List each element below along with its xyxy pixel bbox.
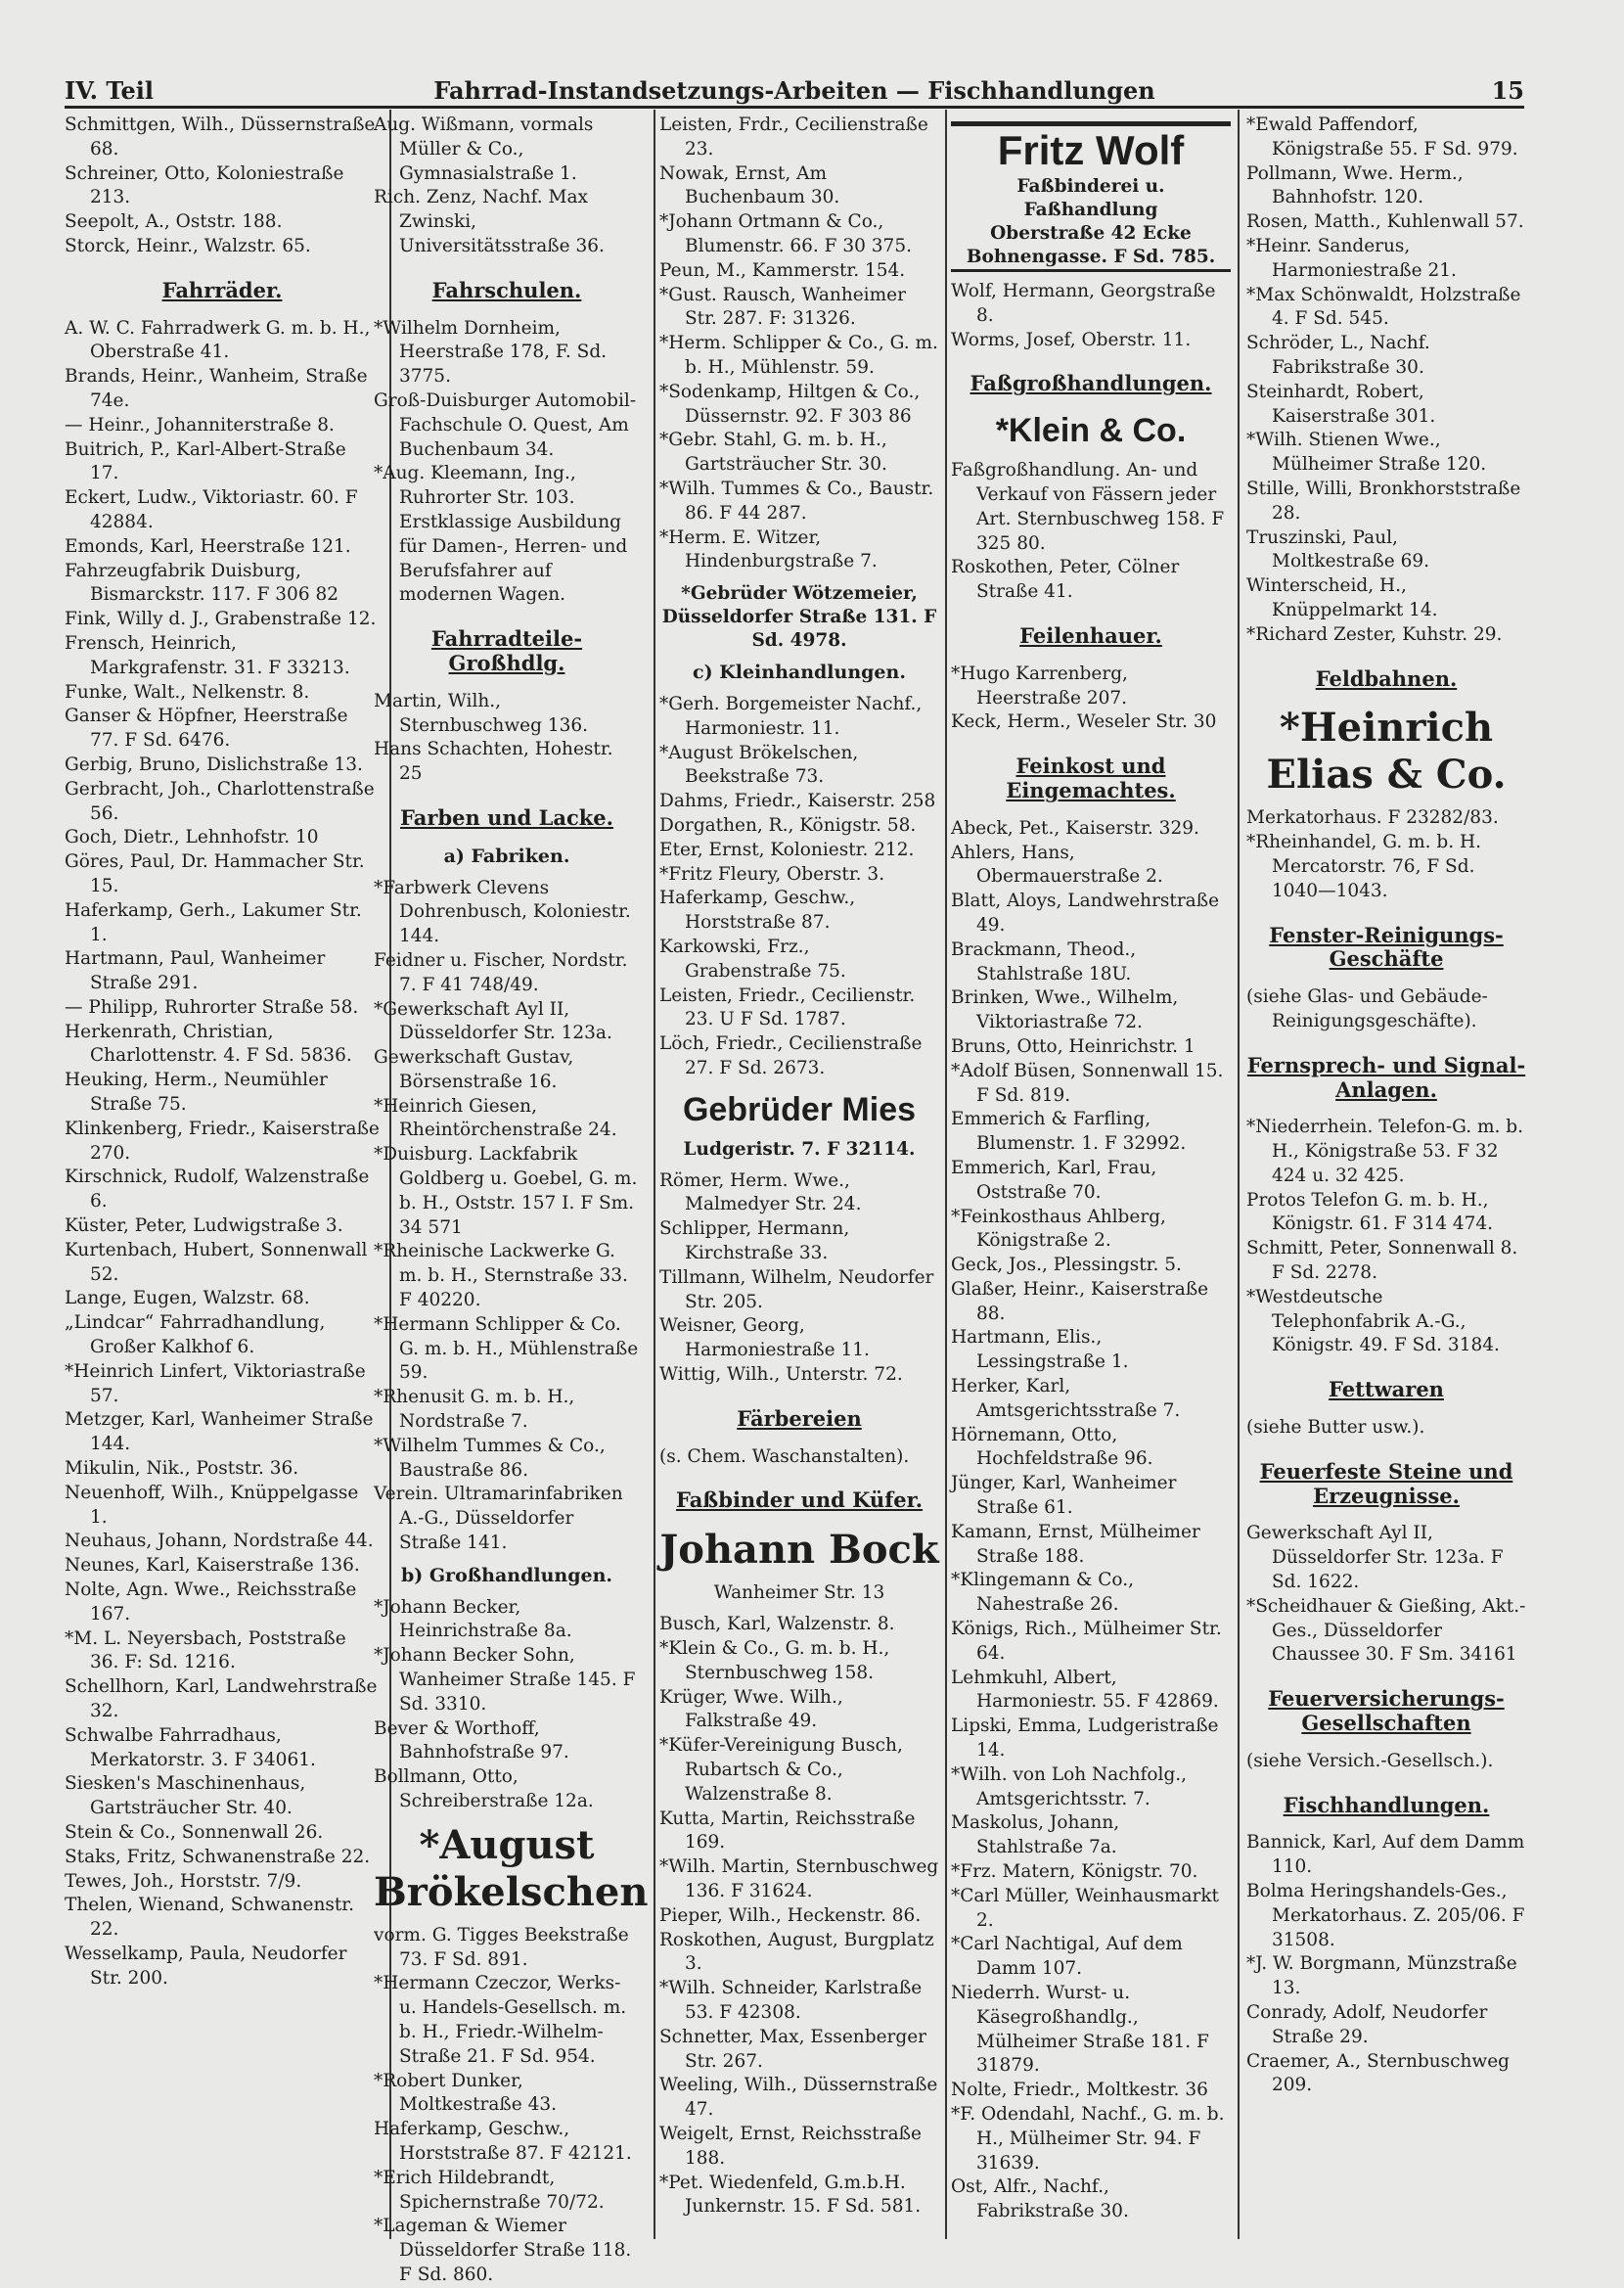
directory-entry: *Heinr. Sanderus, Harmoniestraße 21. [1246,235,1457,281]
directory-entry: Neunes, Karl, Kaiserstraße 136. [65,1555,360,1577]
directory-entry: *August Brökelschen, Beekstraße 73. [659,742,859,788]
directory-entry: Leisten, Frdr., Cecilienstraße 23. [659,114,928,160]
section-heading: Fahrschulen. [431,277,582,302]
directory-entry: Schröder, L., Nachf. Fabrikstraße 30. [1246,333,1430,378]
directory-entry: Schellhorn, Karl, Landwehrstraße 32. [65,1676,378,1721]
directory-entry: Herker, Karl, Amtsgerichtsstraße 7. [951,1376,1181,1421]
directory-entry: Niederrh. Wurst- u. Käsegroßhandlg., Mülheimer Straße 181. F 31879. [951,1983,1209,2077]
section-heading: Fahrräder. [161,277,283,302]
directory-entry: Neuhaus, Johann, Nordstraße 44. [65,1531,374,1552]
directory-entry: Faßgroßhandlung. An- und Verkauf von Fässern jeder Art. Sternbuschweg 158. F 325 80. [951,460,1225,554]
directory-entry: Aug. Wißmann, vormals Müller & Co., Gymnasialstraße 1. [374,114,594,184]
directory-entry: Roskothen, August, Burgplatz 3. [659,1929,934,1975]
directory-entry: Römer, Herm. Wwe., Malmedyer Str. 24. [659,1169,862,1215]
advertisement-line: Faßbinderei u. Faßhandlung [1016,176,1165,220]
directory-entry: Tillmann, Wilhelm, Neudorfer Str. 205. [659,1266,934,1312]
directory-entry: Schlipper, Hermann, Kirchstraße 33. [659,1218,850,1264]
directory-entry: Gerbig, Bruno, Dislichstraße 13. [65,754,363,775]
directory-entry: *Erich Hildebrandt, Spichernstraße 70/72. [374,2167,605,2213]
directory-entry: Keck, Herm., Weseler Str. 30 [951,711,1217,733]
directory-entry: *Gebr. Stahl, G. m. b. H., Gartsträucher Str. 30. [659,430,887,476]
directory-entry: Abeck, Pet., Kaiserstr. 329. [951,817,1199,839]
directory-entry: Groß-Duisburger Automobil-Fachschule O. Quest, Am Buchenbaum 34. [374,389,637,460]
directory-entry: Blatt, Aloys, Landwehrstraße 49. [951,891,1220,936]
directory-entry: Königs, Rich., Mülheimer Str. 64. [951,1619,1222,1664]
directory-entry: *Richard Zester, Kuhstr. 29. [1246,623,1503,645]
directory-entry: *Sodenkamp, Hiltgen & Co., Düssernstr. 92. F 303 86 [659,381,921,427]
directory-entry: Geck, Jos., Plessingstr. 5. [951,1255,1182,1276]
section-heading: Farben und Lacke. [400,804,613,830]
directory-entry: Karkowski, Frz., Grabenstraße 75. [659,936,846,982]
advertisement: Ludgeristr. 7. F 32114. [683,1138,916,1160]
directory-entry: Verein. Ultramarinfabriken A.-G., Düsseldorfer Straße 141. [374,1484,623,1554]
directory-entry: Klinkenberg, Friedr., Kaiserstraße 270. [65,1118,380,1164]
directory-entry: Jünger, Karl, Wanheimer Straße 61. [951,1473,1177,1519]
directory-entry: *Wilhelm Tummes & Co., Baustraße 86. [374,1435,606,1481]
section-heading: Feuerversicherungs-Gesellschaften [1268,1686,1505,1736]
directory-entry: Buitrich, P., Karl-Albert-Straße 17. [65,438,346,484]
directory-entry: *Herm. Schlipper & Co., G. m. b. H., Mühlenstr. 59. [659,333,938,378]
directory-entry: Gerbracht, Joh., Charlottenstraße 56. [65,778,375,824]
running-header [65,76,1524,109]
directory-entry: *Adolf Büsen, Sonnenwall 15. F Sd. 819. [951,1060,1224,1106]
directory-entry: Schmitt, Peter, Sonnenwall 8. F Sd. 2278. [1246,1238,1518,1284]
directory-entry: Schwalbe Fahrradhaus, Merkatorstr. 3. F 34061. [65,1724,316,1770]
directory-entry: Lange, Eugen, Walzstr. 68. [65,1288,310,1309]
directory-entry: Haferkamp, Geschw., Horststraße 87. F 42121. [374,2119,632,2164]
directory-entry: Göres, Paul, Dr. Hammacher Str. 15. [65,851,365,896]
directory-entry: Bannick, Karl, Auf dem Damm 110. [1246,1832,1525,1878]
directory-entry: Krüger, Wwe. Wilh., Falkstraße 49. [659,1686,843,1732]
directory-entry: *Wilh. von Loh Nachfolg., Amtsgerichtsstr. 7. [951,1763,1188,1809]
directory-entry: Emonds, Karl, Heerstraße 121. [65,535,351,557]
directory-entry: Conrady, Adolf, Neudorfer Straße 29. [1246,2002,1488,2047]
directory-entry: (siehe Butter usw.). [1246,1417,1425,1439]
advertisement: Johann Bock [659,1527,939,1574]
directory-entry: *Hugo Karrenberg, Heerstraße 207. [951,663,1128,709]
directory-entry: *Duisburg. Lackfabrik Goldberg u. Goebel, G. m. b. H., Oststr. 157 I. F Sm. 34 571 [374,1144,638,1238]
directory-entry: *Frz. Matern, Königstr. 70. [951,1861,1198,1883]
directory-entry: Brackmann, Theod., Stahlstraße 18U. [951,938,1137,984]
directory-entry: *Heinrich Giesen, Rheintörchenstraße 24. [374,1095,617,1141]
subsection-heading: a) Fabriken. [443,845,570,867]
header-title: Fahrrad-Instandsetzungs-Arbeiten — Fischhandlungen [433,76,1155,105]
directory-entry: Staks, Fritz, Schwanenstraße 22. [65,1846,371,1867]
directory-entry: *Max Schönwaldt, Holzstraße 4. F Sd. 545. [1246,284,1521,330]
directory-entry: Storck, Heinr., Walzstr. 65. [65,235,311,256]
directory-entry: Löch, Friedr., Cecilienstraße 27. F Sd. 2673. [659,1033,923,1078]
directory-entry: Nolte, Agn. Wwe., Reichsstraße 167. [65,1579,357,1624]
column-divider [654,110,655,2239]
advertisement: Wanheimer Str. 13 [713,1582,885,1604]
directory-entry: Bolma Heringshandels-Ges., Merkatorhaus. Z. 205/06. F 31508. [1246,1881,1525,1950]
directory-entry: *Westdeutsche Telephonfabrik A.-G., Königstr. 49. F Sd. 3184. [1246,1286,1500,1356]
directory-entry: Tewes, Joh., Horststr. 7/9. [65,1870,302,1892]
directory-entry: *Fritz Fleury, Oberstr. 3. [659,863,885,885]
directory-entry: Nowak, Ernst, Am Buchenbaum 30. [659,162,840,208]
directory-entry: Worms, Josef, Oberstr. 11. [951,329,1192,350]
section-heading: Fettwaren [1329,1377,1444,1402]
directory-entry: *Johann Ortmann & Co., Blumenstr. 66. F 30 375. [659,211,912,256]
directory-entry: Craemer, A., Sternbuschweg 209. [1246,2050,1511,2096]
directory-entry: Truszinski, Paul, Moltkestraße 69. [1246,526,1429,572]
directory-entry: Goch, Dietr., Lehnhofstr. 10 [65,827,319,848]
directory-entry: *F. Odendahl, Nachf., G. m. b. H., Mülheimer Str. 94. F 31639. [951,2103,1225,2174]
directory-entry: Leisten, Friedr., Cecilienstr. 23. U F Sd. 1787. [659,984,916,1030]
subsection-heading: b) Großhandlungen. [400,1564,613,1586]
advertisement-line: Oberstraße 42 Ecke Bohnengasse. F Sd. 785. [966,223,1216,267]
directory-entry: Eckert, Ludw., Viktoriastr. 60. F 42884. [65,487,358,532]
directory-entry: Haferkamp, Geschw., Horststraße 87. [659,888,856,934]
directory-entry: Wolf, Hermann, Georgstraße 8. [951,281,1216,326]
page-number: 15 [1491,76,1524,105]
advertisement: *Klein & Co. [995,412,1187,450]
directory-entry: Protos Telefon G. m. b. H., Königstr. 61. F 314 474. [1246,1189,1494,1235]
directory-entry: *Rheinhandel, G. m. b. H. Mercatorstr. 76, F Sd. 1040—1043. [1246,832,1482,901]
directory-entry: *Carl Müller, Weinhausmarkt 2. [951,1885,1219,1931]
directory-entry: Haferkamp, Gerh., Lakumer Str. 1. [65,899,362,945]
directory-entry: *Gerh. Borgemeister Nachf., Harmoniestr. 11. [659,693,923,739]
directory-entry: Lipski, Emma, Ludgeristraße 14. [951,1716,1219,1762]
directory-entry: A. W. C. Fahrradwerk G. m. b. H., Oberstraße 41. [65,317,371,363]
directory-entry: Winterscheid, H., Knüppelmarkt 14. [1246,575,1438,620]
directory-entry: Steinhardt, Robert, Kaiserstraße 301. [1246,381,1436,427]
directory-entry: *Wilh. Schneider, Karlstraße 53. F 42308. [659,1978,923,2023]
directory-entry: — Philipp, Ruhrorter Straße 58. [65,996,359,1018]
section-heading: Färbereien [737,1405,862,1431]
directory-entry: Schreiner, Otto, Koloniestraße 213. [65,162,344,208]
directory-entry: *Aug. Kleemann, Ing., Ruhrorter Str. 103. Erstklassige Ausbildung für Damen-, Herren- und Berufsfahrer auf modernen Wagen. [374,463,628,606]
directory-entry: *Ewald Paffendorf, Königstraße 55. F Sd. 979. [1246,114,1518,160]
subsection-heading: c) Kleinhandlungen. [693,662,906,684]
directory-entry: *Gust. Rausch, Wanheimer Str. 287. F: 31326. [659,284,906,330]
directory-entry: Wesselkamp, Paula, Neudorfer Str. 200. [65,1943,347,1989]
section-label: IV. Teil [65,76,154,105]
directory-entry: *Klingemann & Co., Nahestraße 26. [951,1570,1134,1616]
directory-entry: *Rhenusit G. m. b. H., Nordstraße 7. [374,1387,575,1433]
section-heading: Feldbahnen. [1315,665,1458,691]
section-heading: Fischhandlungen. [1283,1792,1490,1817]
directory-entry: Rosen, Matth., Kuhlenwall 57. [1246,211,1524,233]
directory-entry: *Feinkosthaus Ahlberg, Königstraße 2. [951,1206,1166,1252]
directory-entry: Busch, Karl, Walzenstr. 8. [659,1614,895,1635]
advertisement: *Heinrich Elias & Co. [1266,705,1507,799]
section-heading: Feuerfeste Steine und Erzeugnisse. [1259,1458,1513,1508]
directory-entry: Siesken's Maschinenhaus, Gartsträucher Str. 40. [65,1773,306,1819]
directory-entry: Heuking, Herm., Neumühler Straße 75. [65,1070,328,1116]
directory-entry: Eter, Ernst, Koloniestr. 212. [659,839,915,860]
directory-entry: Kutta, Martin, Reichsstraße 169. [659,1808,916,1853]
directory-entry: Frensch, Heinrich, Markgrafenstr. 31. F 33213. [65,632,350,678]
directory-entry: Peun, M., Kammerstr. 154. [659,259,906,281]
column-divider [1238,110,1240,2239]
directory-entry: *Küfer-Vereinigung Busch, Rubartsch & Co., Walzenstraße 8. [659,1735,903,1805]
directory-entry: Nolte, Friedr., Moltkestr. 36 [951,2080,1208,2101]
directory-entry: Ganser & Höpfner, Heerstraße 77. F Sd. 6476. [65,706,348,752]
directory-entry: Schmittgen, Wilh., Düssernstraße 68. [65,114,376,160]
section-heading: Fernsprech- und Signal-Anlagen. [1246,1052,1526,1102]
directory-entry: Ost, Alfr., Nachf., Fabrikstraße 30. [951,2176,1129,2222]
directory-entry: *Heinrich Linfert, Viktoriastraße 57. [65,1360,366,1406]
directory-entry: Gewerkschaft Ayl II, Düsseldorfer Str. 123a. F Sd. 1622. [1246,1523,1504,1593]
directory-entry: Hörnemann, Otto, Hochfeldstraße 96. [951,1424,1153,1470]
directory-entry: *Herm. E. Witzer, Hindenburgstraße 7. [659,526,878,572]
directory-entry: Bruns, Otto, Heinrichstr. 1 [951,1035,1195,1057]
section-heading: Fenster-Reinigungs-Geschäfte [1269,922,1504,972]
advertisement-title: Fritz Wolf [997,127,1185,173]
directory-entry: *Robert Dunker, Moltkestraße 43. [374,2070,557,2116]
directory-entry: *Johann Becker, Heinrichstraße 8a. [374,1596,572,1642]
directory-entry: Feidner u. Fischer, Nordstr. 7. F 41 748/49. [374,949,628,995]
column-divider [945,110,947,2239]
directory-entry: Kirschnick, Rudolf, Walzenstraße 6. [65,1167,370,1213]
directory-entry: Roskothen, Peter, Cölner Straße 41. [951,557,1180,603]
directory-entry: *Gewerkschaft Ayl II, Düsseldorfer Str. 123a. [374,998,612,1044]
directory-entry: Stein & Co., Sonnenwall 26. [65,1821,324,1843]
directory-entry: Brinken, Wwe., Wilhelm, Viktoriastraße 72. [951,987,1179,1033]
directory-entry: *Wilh. Martin, Sternbuschweg 136. F 31624. [659,1856,939,1902]
directory-entry: Hans Schachten, Hohestr. 25 [374,739,613,785]
directory-entry: „Lindcar“ Fahrradhandlung, Großer Kalkhof 6. [65,1312,326,1358]
directory-entry: Seepolt, A., Oststr. 188. [65,211,283,233]
directory-entry: *Farbwerk Clevens Dohrenbusch, Koloniestr. 144. [374,877,631,947]
directory-entry: Brands, Heinr., Wanheim, Straße 74e. [65,366,368,411]
directory-entry: *Lageman & Wiemer Düsseldorfer Straße 118. F Sd. 860. [374,2216,632,2285]
directory-entry: *Niederrhein. Telefon-G. m. b. H., Königstraße 53. F 32 424 u. 32 425. [1246,1117,1524,1186]
directory-entry: vorm. G. Tigges Beekstraße 73. F Sd. 891. [374,1924,629,1970]
directory-entry: Schnetter, Max, Essenberger Str. 267. [659,2026,926,2072]
directory-entry: Hartmann, Paul, Wanheimer Straße 291. [65,948,326,994]
section-heading: Faßgroßhandlungen. [970,371,1212,396]
directory-entry: *Wilh. Tummes & Co., Baustr. 86. F 44 287. [659,478,934,524]
directory-entry: Dahms, Friedr., Kaiserstr. 258 [659,791,936,812]
directory-entry: *Scheidhauer & Gießing, Akt.-Ges., Düsseldorfer Chaussee 30. F Sm. 34161 [1246,1595,1526,1666]
directory-entry: *Rheinische Lackwerke G. m. b. H., Sternstraße 33. F 40220. [374,1241,628,1311]
section-heading: Feinkost und Eingemachtes. [1006,754,1176,802]
directory-entry: Mikulin, Nik., Poststr. 36. [65,1458,299,1480]
directory-entry: Herkenrath, Christian, Charlottenstr. 4. F Sd. 5836. [65,1021,352,1067]
directory-entry: — Heinr., Johanniterstraße 8. [65,414,335,435]
directory-entry: *Pet. Wiedenfeld, G.m.b.H. Junkernstr. 15. F Sd. 581. [659,2172,922,2218]
directory-entry: Küster, Peter, Ludwigstraße 3. [65,1215,343,1237]
directory-entry: *Johann Becker Sohn, Wanheimer Straße 145. F Sd. 3310. [374,1645,636,1715]
directory-entry: Glaßer, Heinr., Kaiserstraße 88. [951,1278,1209,1324]
directory-entry: Neuenhoff, Wilh., Knüppelgasse 1. [65,1482,359,1528]
directory-entry: Wittig, Wilh., Unterstr. 72. [659,1364,903,1386]
directory-entry: Weisner, Georg, Harmoniestraße 11. [659,1315,870,1361]
directory-entry: (s. Chem. Waschanstalten). [659,1445,910,1467]
directory-entry: Bollmann, Otto, Schreiberstraße 12a. [374,1766,594,1811]
directory-entry: Kurtenbach, Hubert, Sonnenwall 52. [65,1239,368,1285]
directory-entry: Rich. Zenz, Nachf. Max Zwinski, Universitätsstraße 36. [374,187,605,256]
column-3 [659,114,939,2247]
directory-entry: Fahrzeugfabrik Duisburg, Bismarckstr. 117. F 306 82 [65,560,339,606]
directory-entry: *Hermann Czeczor, Werks- u. Handels-Gesellsch. m. b. H., Friedr.-Wilhelm-Straße 21. F Sd. 954. [374,1973,627,2067]
directory-entry: (siehe Glas- und Gebäude-Reinigungsgeschäfte). [1246,986,1488,1031]
column-4 [951,114,1231,2247]
directory-entry: Emmerich, Karl, Frau, Oststraße 70. [951,1157,1157,1203]
directory-entry: Fink, Willy d. J., Grabenstraße 12. [65,609,377,630]
directory-entry: Bever & Worthoff, Bahnhofstraße 97. [374,1717,569,1763]
directory-entry: *Hermann Schlipper & Co. G. m. b. H., Mühlenstraße 59. [374,1313,639,1384]
directory-entry: Dorgathen, R., Königstr. 58. [659,814,917,836]
directory-entry: *J. W. Borgmann, Münzstraße 13. [1246,1953,1517,1999]
column-1 [65,114,380,2247]
directory-entry: Kamann, Ernst, Mülheimer Straße 188. [951,1521,1200,1567]
directory-entry: Weigelt, Ernst, Reichsstraße 188. [659,2123,922,2169]
directory-entry: Pollmann, Wwe. Herm., Bahnhofstr. 120. [1246,162,1464,208]
directory-entry: *Carl Nachtigal, Auf dem Damm 107. [951,1934,1183,1980]
advertisement: Gebrüder Mies [682,1090,917,1128]
column-2 [374,114,649,2285]
directory-entry: *Klein & Co., G. m. b. H., Sternbuschweg 158. [659,1638,890,1683]
directory-entry: Emmerich & Farfling, Blumenstr. 1. F 32992. [951,1109,1187,1155]
directory-entry: Maskolus, Johann, Stahlstraße 7a. [951,1812,1120,1858]
directory-entry: *M. L. Neyersbach, Poststraße 36. F: Sd. 1216. [65,1627,346,1673]
advertisement: *August Brökelschen [374,1821,649,1915]
section-heading: Feilenhauer. [1019,622,1162,648]
section-heading: Faßbinder und Küfer. [675,1487,924,1513]
advertisement-box [951,121,1231,272]
directory-entry: Gewerkschaft Gustav, Börsenstraße 16. [374,1047,574,1092]
advertisement: *Gebrüder Wötzemeier, Düsseldorfer Straße 131. F Sd. 4978. [661,583,937,652]
directory-entry: Weeling, Wilh., Düssernstraße 47. [659,2075,938,2121]
directory-entry: Metzger, Karl, Wanheimer Straße 144. [65,1409,374,1455]
directory-entry: Pieper, Wilh., Heckenstr. 86. [659,1904,922,1926]
directory-entry: (siehe Versich.-Gesellsch.). [1246,1750,1494,1771]
directory-entry: Thelen, Wienand, Schwanenstr. 22. [65,1895,354,1941]
directory-entry: Lehmkuhl, Albert, Harmoniestr. 55. F 42869. [951,1667,1219,1713]
directory-entry: Hartmann, Elis., Lessingstraße 1. [951,1327,1129,1373]
directory-entry: Stille, Willi, Bronkhorststraße 28. [1246,478,1521,524]
directory-entry: *Wilhelm Dornheim, Heerstraße 178, F. Sd. 3775. [374,317,608,388]
column-5 [1246,114,1526,2247]
directory-entry: Ahlers, Hans, Obermauerstraße 2. [951,842,1163,888]
section-heading: Fahrradteile-Großhdlg. [430,626,583,675]
directory-entry: Funke, Walt., Nelkenstr. 8. [65,681,310,703]
directory-entry: *Wilh. Stienen Wwe., Mülheimer Straße 120. [1246,430,1487,476]
directory-entry: Martin, Wilh., Sternbuschweg 136. [374,690,589,736]
directory-entry: Merkatorhaus. F 23282/83. [1246,807,1499,829]
